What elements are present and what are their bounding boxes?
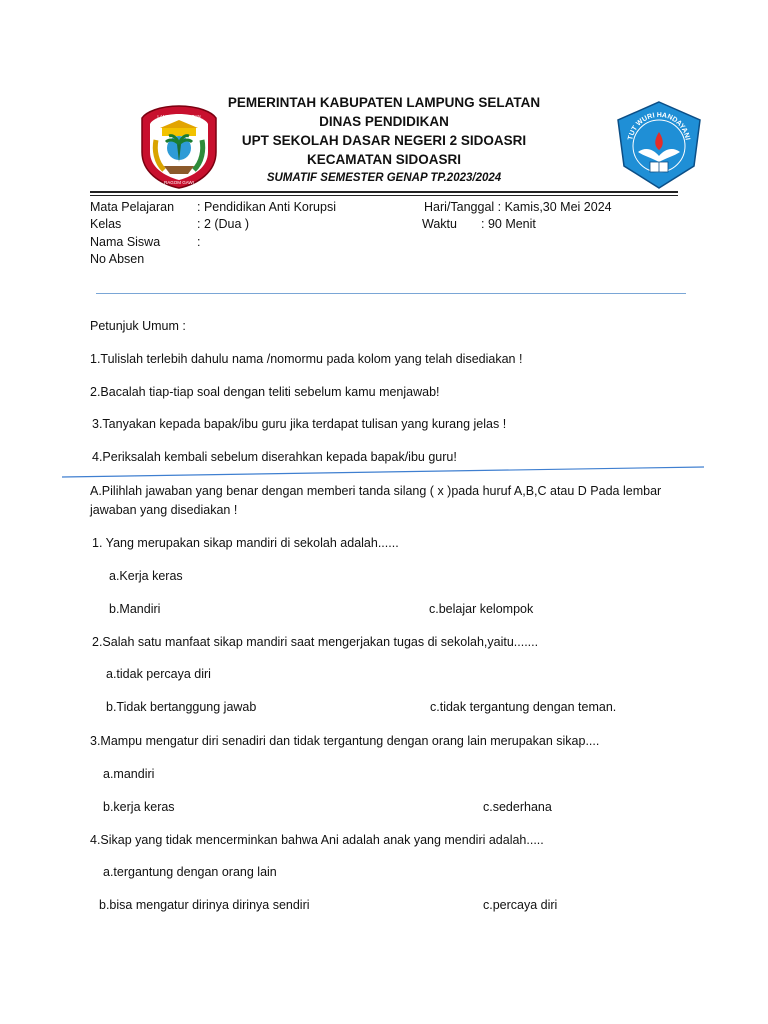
option-b: b.kerja keras — [103, 800, 175, 814]
option-a: a.tidak percaya diri — [106, 667, 211, 681]
question-text: 4.Sikap yang tidak mencerminkan bahwa Ani adalah anak yang mendiri adalah..... — [90, 833, 544, 847]
option-c: c.belajar kelompok — [429, 602, 534, 616]
time-value: : 90 Menit — [481, 217, 536, 231]
class-label: Kelas — [90, 217, 122, 231]
section-a-line-2: jawaban yang disediakan ! — [90, 503, 238, 517]
header-line-2: DINAS PENDIDIKAN — [319, 114, 449, 129]
student-name-label: Nama Siswa — [90, 235, 161, 249]
class-value: : 2 (Dua ) — [197, 217, 250, 231]
date-field: Hari/Tanggal : Kamis,30 Mei 2024 — [424, 200, 612, 214]
header-line-3: UPT SEKOLAH DASAR NEGERI 2 SIDOASRI — [241, 133, 527, 148]
option-b: b.Mandiri — [109, 602, 161, 616]
header-line-1: PEMERINTAH KABUPATEN LAMPUNG SELATAN — [227, 95, 541, 110]
time-label: Waktu — [422, 217, 457, 231]
option-c: c.tidak tergantung dengan teman. — [430, 700, 617, 714]
section-a-line-1: A.Pilihlah jawaban yang benar dengan memberi tanda silang ( x )pada huruf A,B,C atau D Pada lembar — [90, 484, 662, 498]
option-a: a.mandiri — [103, 767, 155, 781]
option-b: b.bisa mengatur dirinya dirinya sendiri — [99, 898, 310, 912]
instruction-item: 4.Periksalah kembali sebelum diserahkan kepada bapak/ibu guru! — [92, 450, 457, 464]
student-name-value: : — [197, 235, 201, 249]
option-c: c.sederhana — [483, 800, 552, 814]
option-c: c.percaya diri — [483, 898, 558, 912]
question-text: 2.Salah satu manfaat sikap mandiri saat mengerjakan tugas di sekolah,yaitu....... — [92, 635, 539, 649]
question-text: 1. Yang merupakan sikap mandiri di sekolah adalah...... — [92, 536, 399, 550]
header-line-4: KECAMATAN SIDOASRI — [307, 152, 461, 167]
option-a: a.tergantung dengan orang lain — [103, 865, 277, 879]
instructions-title: Petunjuk Umum : — [90, 319, 186, 333]
left-logo-bottom-text: RAGOM GAWI — [163, 180, 195, 185]
right-logo-text: TUT WURI HANDAYANI — [627, 111, 691, 141]
question-text: 3.Mampu mengatur diri senadiri dan tidak tergantung dengan orang lain merupakan sikap.... — [90, 734, 600, 748]
instruction-item: 1.Tulislah terlebih dahulu nama /nomormu pada kolom yang telah disediakan ! — [90, 352, 523, 366]
exam-title: SUMATIF SEMESTER GENAP TP.2023/2024 — [266, 172, 502, 184]
instruction-item: 3.Tanyakan kepada bapak/ibu guru jika terdapat tulisan yang kurang jelas ! — [92, 417, 507, 431]
option-a: a.Kerja keras — [109, 569, 183, 583]
instruction-item: 2.Bacalah tiap-tiap soal dengan teliti sebelum kamu menjawab! — [90, 385, 440, 399]
subject-label: Mata Pelajaran — [90, 200, 175, 214]
left-logo-top-text: LAMPUNG SELATAN — [157, 114, 201, 119]
absen-label: No Absen — [90, 252, 145, 266]
option-b: b.Tidak bertanggung jawab — [106, 700, 257, 714]
subject-value: : Pendidikan Anti Korupsi — [197, 200, 336, 214]
